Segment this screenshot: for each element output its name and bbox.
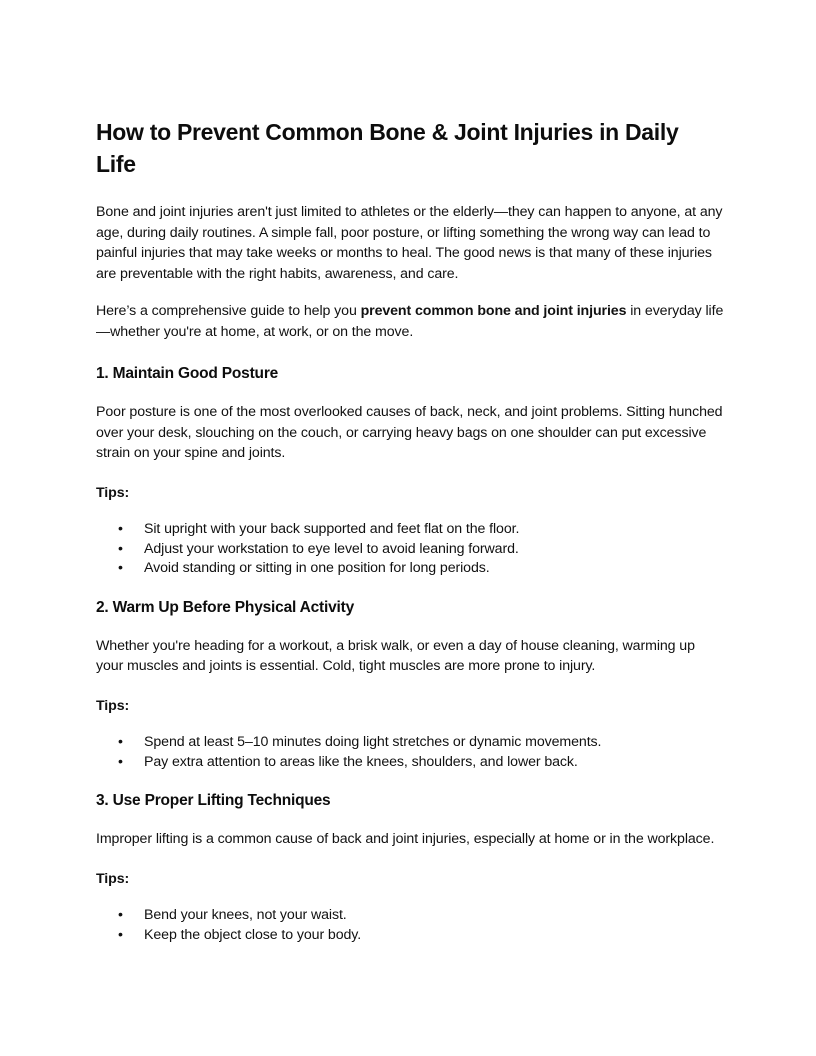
list-item-text: Sit upright with your back supported and feet flat on the floor. [144, 521, 520, 537]
bullet-icon: • [118, 521, 123, 537]
tips-list [96, 520, 724, 579]
list-item-text: Pay extra attention to areas like the knees, shoulders, and lower back. [144, 753, 578, 770]
list-item [118, 926, 724, 946]
intro-paragraph: Bone and joint injuries aren't just limited to athletes or the elderly—they can happen to anyone, at any age, during daily routines. A simple fall, poor posture, or lifting something the wrong way can lead to painful injuries that may take weeks or months to heal. The good news is that many of these injuries are preventable with the right habits, awareness, and care. [96, 204, 723, 282]
list-item-text: Bend your knees, not your waist. [144, 907, 347, 923]
document-page [96, 116, 724, 964]
intro-bold-phrase: prevent common bone and joint injuries [360, 303, 627, 319]
list-item [118, 753, 724, 773]
section-heading: 2. Warm Up Before Physical Activity [96, 598, 355, 616]
bullet-icon: • [118, 907, 123, 923]
section-heading: 3. Use Proper Lifting Techniques [96, 792, 331, 809]
section-body: Poor posture is one of the most overlooked causes of back, neck, and joint problems. Sitting hunched over your desk, slouching on the couch, or carrying heavy bags on one shoulder can put excessive strain on your spine and joints. [96, 404, 723, 461]
bullet-icon: • [118, 560, 123, 576]
tips-label: Tips: [96, 697, 130, 714]
section-posture [96, 364, 724, 579]
tips-list [96, 906, 724, 945]
section-heading: 1. Maintain Good Posture [96, 365, 279, 382]
list-item [118, 733, 724, 753]
tips-list [96, 733, 724, 772]
list-item [118, 540, 724, 560]
list-item [118, 559, 724, 579]
section-body: Whether you're heading for a workout, a brisk walk, or even a day of house cleaning, warming up your muscles and joints is essential. Cold, tight muscles are more prone to injury. [96, 637, 695, 674]
list-item-text: Adjust your workstation to eye level to avoid leaning forward. [144, 540, 519, 557]
list-item [118, 520, 724, 540]
list-item-text: Keep the object close to your body. [144, 926, 362, 943]
intro-text-after: in everyday life—whether you're at home, at work, or on the move. [96, 303, 724, 340]
section-lifting [96, 791, 724, 945]
tips-label: Tips: [96, 870, 130, 887]
tips-label: Tips: [96, 484, 130, 501]
bullet-icon: • [118, 540, 123, 557]
bullet-icon: • [118, 734, 123, 750]
intro-paragraph-2 [96, 301, 724, 342]
section-body: Improper lifting is a common cause of back and joint injuries, especially at home or in the workplace. [96, 831, 715, 847]
list-item-text: Avoid standing or sitting in one position for long periods. [144, 560, 490, 576]
bullet-icon: • [118, 926, 123, 943]
intro-text-before: Here’s a comprehensive guide to help you [96, 303, 361, 319]
bullet-icon: • [118, 753, 123, 770]
list-item-text: Spend at least 5–10 minutes doing light stretches or dynamic movements. [144, 734, 602, 750]
page-title: How to Prevent Common Bone & Joint Injuries in Daily Life [96, 119, 679, 177]
section-warm-up [96, 598, 724, 773]
list-item [118, 906, 724, 926]
